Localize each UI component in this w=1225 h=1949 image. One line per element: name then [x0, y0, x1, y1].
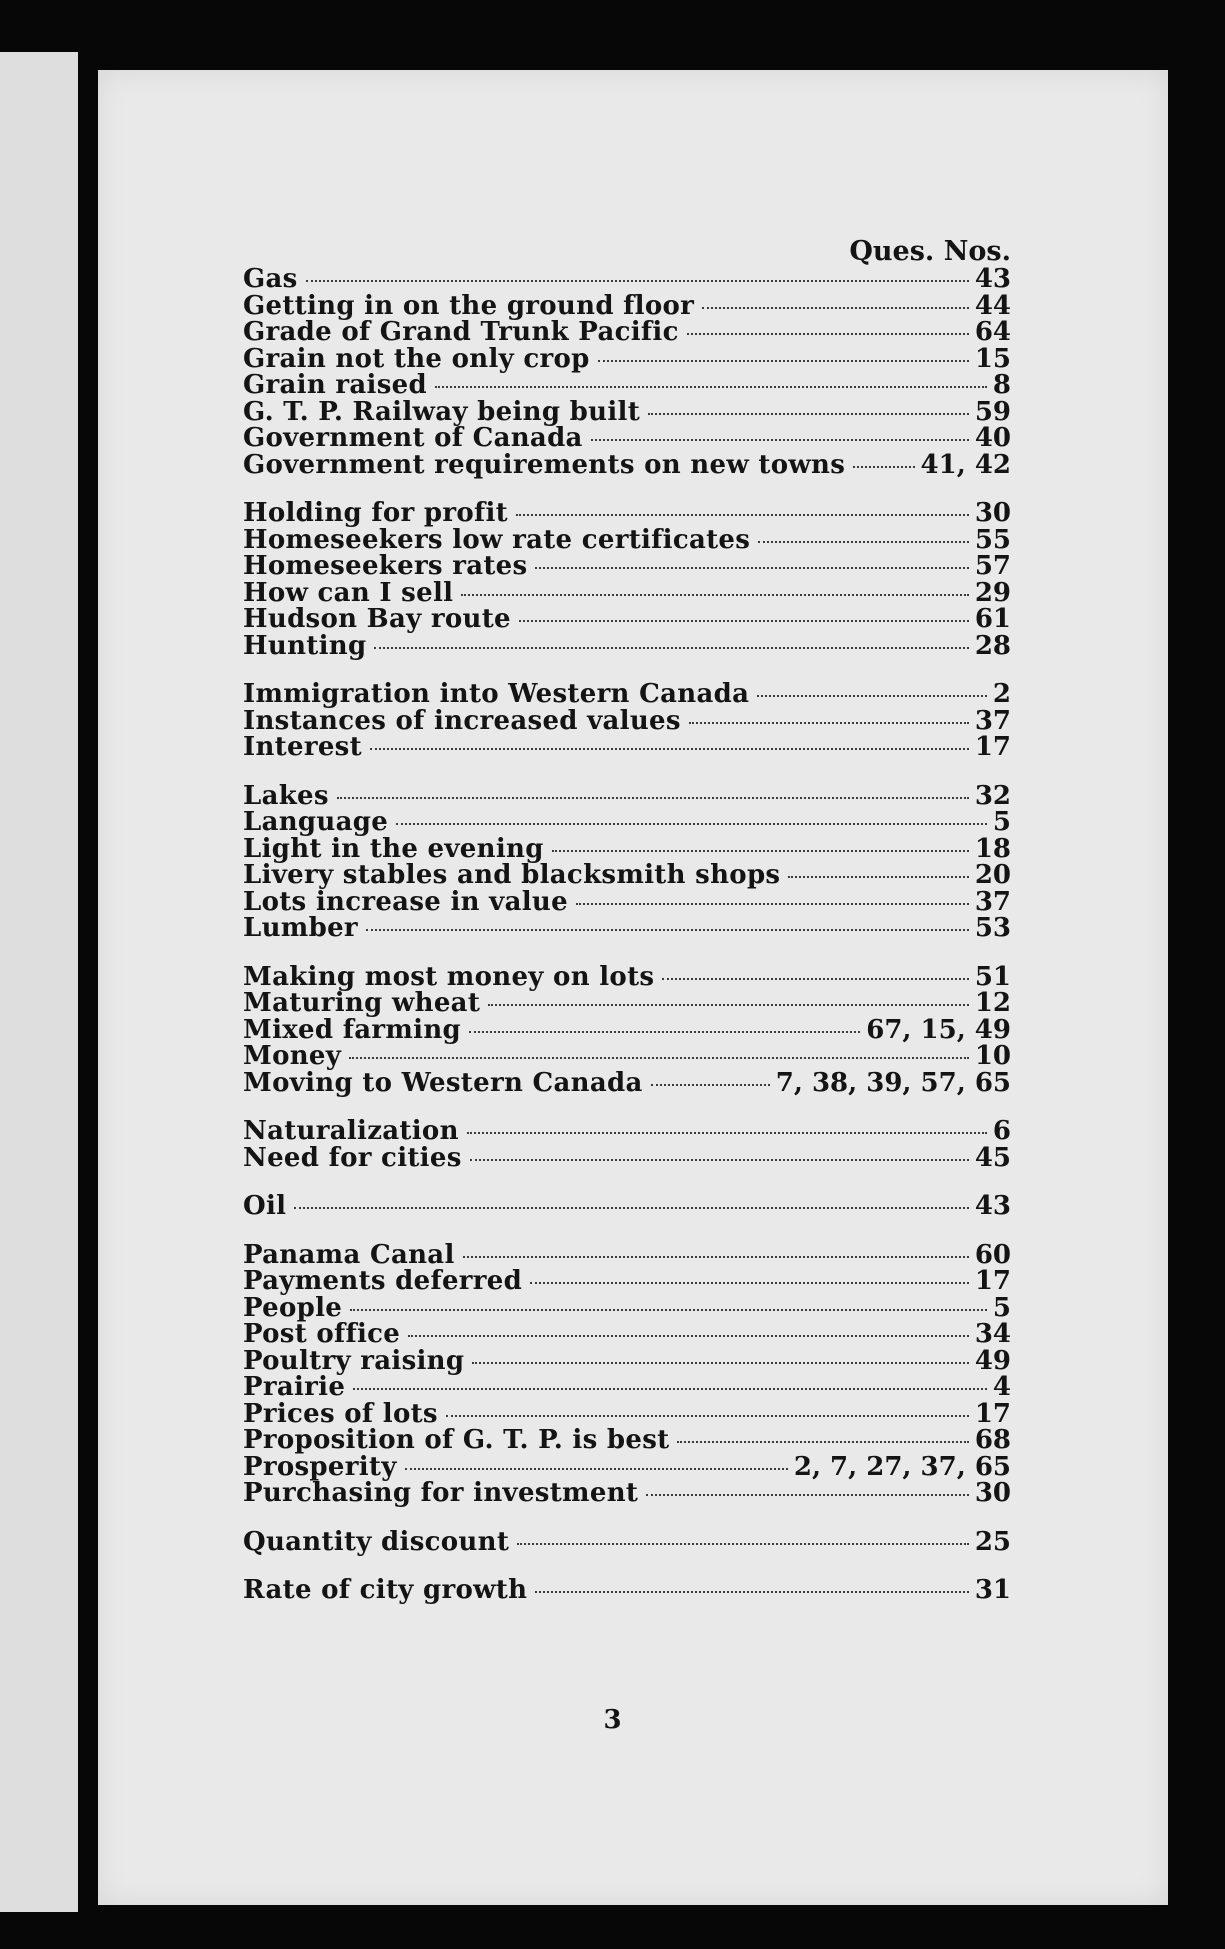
- entry-question-numbers: 2, 7, 27, 37, 65: [793, 1451, 1011, 1482]
- index-group: [243, 1526, 1011, 1557]
- dot-leader: [408, 1335, 969, 1337]
- index-entry: [243, 606, 1011, 633]
- entry-topic: Grain not the only crop: [243, 343, 590, 374]
- entry-question-numbers: 64: [974, 317, 1011, 347]
- entry-topic: Grain raised: [243, 370, 427, 400]
- column-header: Ques. Nos.: [849, 236, 1011, 267]
- index-group: [243, 1193, 1011, 1220]
- entry-topic: Getting in on the ground floor: [243, 290, 695, 321]
- index-group: [243, 780, 1011, 943]
- entry-question-numbers: 57: [974, 551, 1011, 581]
- index-group: [243, 500, 1011, 659]
- entry-question-numbers: 15: [974, 343, 1011, 374]
- entry-question-numbers: 4: [992, 1372, 1011, 1402]
- index-entry: [243, 500, 1011, 527]
- index-group: [243, 266, 1011, 478]
- entry-topic: Moving to Western Canada: [243, 1067, 643, 1098]
- entry-question-numbers: 30: [974, 498, 1011, 528]
- index-entry: [243, 1142, 1011, 1173]
- index-entry: [243, 734, 1011, 761]
- entry-topic: How can I sell: [243, 577, 454, 608]
- dot-leader: [651, 1084, 770, 1086]
- index-entry: [243, 553, 1011, 580]
- dot-leader: [472, 1362, 968, 1364]
- entry-topic: Oil: [243, 1191, 287, 1221]
- index-group: [243, 1118, 1011, 1171]
- dot-leader: [405, 1468, 788, 1470]
- entry-question-numbers: 17: [974, 1266, 1011, 1296]
- dot-leader: [517, 1543, 969, 1545]
- facing-page-edge: [0, 52, 78, 1912]
- index-entry: [243, 372, 1011, 399]
- entry-topic: Lumber: [243, 913, 358, 943]
- entry-question-numbers: 17: [974, 732, 1011, 762]
- entry-topic: Hudson Bay route: [243, 604, 511, 634]
- entry-topic: Mixed farming: [243, 1014, 462, 1045]
- index-entry: [243, 809, 1011, 836]
- entry-topic: Instances of increased values: [243, 705, 681, 736]
- entry-topic: G. T. P. Railway being built: [243, 396, 641, 427]
- index-entry: [243, 343, 1011, 374]
- entry-topic: Rate of city growth: [243, 1575, 528, 1605]
- dot-leader: [463, 1256, 969, 1258]
- entry-topic: Quantity discount: [243, 1526, 510, 1557]
- entry-topic: Need for cities: [243, 1142, 462, 1173]
- entry-question-numbers: 67, 15, 49: [866, 1014, 1011, 1045]
- index-entry: [243, 425, 1011, 452]
- entry-question-numbers: 7, 38, 39, 57, 65: [775, 1067, 1011, 1098]
- index-entry: [243, 524, 1011, 555]
- index-entry: [243, 577, 1011, 608]
- question-index: [243, 238, 1011, 1626]
- dot-leader: [337, 797, 969, 799]
- dot-leader: [467, 1132, 987, 1134]
- entry-topic: Lakes: [243, 780, 329, 811]
- entry-question-numbers: 37: [974, 705, 1011, 736]
- entry-question-numbers: 28: [974, 630, 1011, 661]
- dot-leader: [350, 1309, 987, 1311]
- index-entry: [243, 1480, 1011, 1507]
- dot-leader: [353, 1388, 987, 1390]
- entry-topic: Hunting: [243, 630, 367, 661]
- entry-question-numbers: 34: [974, 1319, 1011, 1349]
- entry-question-numbers: 29: [974, 577, 1011, 608]
- entry-question-numbers: 59: [974, 396, 1011, 427]
- index-entry: [243, 1118, 1011, 1145]
- entry-question-numbers: 5: [992, 1292, 1011, 1323]
- entry-question-numbers: 31: [974, 1575, 1011, 1605]
- entry-topic: Language: [243, 807, 389, 837]
- index-entry: [243, 833, 1011, 864]
- entry-topic: Interest: [243, 732, 362, 762]
- entry-topic: Prices of lots: [243, 1398, 438, 1429]
- entry-topic: Naturalization: [243, 1116, 459, 1146]
- entry-topic: Making most money on lots: [243, 961, 655, 992]
- entry-topic: Panama Canal: [243, 1239, 455, 1270]
- dot-leader: [591, 439, 969, 441]
- index-entry: [243, 449, 1011, 480]
- index-entry: [243, 1526, 1011, 1557]
- entry-topic: Proposition of G. T. P. is best: [243, 1425, 670, 1455]
- dot-leader: [470, 1159, 969, 1161]
- entry-question-numbers: 55: [974, 524, 1011, 555]
- index-entry: [243, 396, 1011, 427]
- entry-question-numbers: 44: [974, 290, 1011, 321]
- entry-question-numbers: 25: [974, 1526, 1011, 1557]
- dot-leader: [535, 567, 968, 569]
- entry-question-numbers: 18: [974, 833, 1011, 864]
- entry-topic: Government requirements on new towns: [243, 449, 846, 480]
- dot-leader: [469, 1031, 860, 1033]
- entry-topic: Payments deferred: [243, 1266, 523, 1296]
- index-entry: [243, 1268, 1011, 1295]
- entry-question-numbers: 68: [974, 1425, 1011, 1455]
- dot-leader: [677, 1441, 968, 1443]
- entry-topic: Homeseekers rates: [243, 551, 528, 581]
- entry-question-numbers: 17: [974, 1398, 1011, 1429]
- entry-question-numbers: 43: [974, 1191, 1011, 1221]
- entry-question-numbers: 61: [974, 604, 1011, 634]
- entry-topic: Prairie: [243, 1372, 346, 1402]
- entry-question-numbers: 60: [974, 1239, 1011, 1270]
- entry-topic: Lots increase in value: [243, 886, 568, 917]
- index-entry: [243, 780, 1011, 811]
- index-entry: [243, 1577, 1011, 1604]
- index-entry: [243, 266, 1011, 293]
- index-entry: [243, 290, 1011, 321]
- entry-topic: Money: [243, 1041, 342, 1071]
- dot-leader: [646, 1494, 969, 1496]
- entry-question-numbers: 49: [974, 1345, 1011, 1376]
- index-entry: [243, 961, 1011, 992]
- entry-topic: Government of Canada: [243, 423, 583, 453]
- index-entry: [243, 1067, 1011, 1098]
- dot-leader: [374, 647, 968, 649]
- entry-topic: Prosperity: [243, 1451, 397, 1482]
- index-entry: [243, 1193, 1011, 1220]
- dot-leader: [757, 695, 987, 697]
- entry-topic: Maturing wheat: [243, 988, 481, 1018]
- entry-question-numbers: 53: [974, 913, 1011, 943]
- dot-leader: [758, 541, 969, 543]
- dot-leader: [516, 514, 969, 516]
- entry-question-numbers: 41, 42: [920, 449, 1011, 480]
- index-entry: [243, 1292, 1011, 1323]
- entry-topic: Light in the evening: [243, 833, 544, 864]
- entry-question-numbers: 40: [974, 423, 1011, 453]
- dot-leader: [535, 1591, 968, 1593]
- index-entry: [243, 1398, 1011, 1429]
- dot-leader: [349, 1057, 969, 1059]
- dot-leader: [488, 1004, 969, 1006]
- entry-question-numbers: 32: [974, 780, 1011, 811]
- index-entry: [243, 1345, 1011, 1376]
- dot-leader: [370, 748, 969, 750]
- entry-question-numbers: 37: [974, 886, 1011, 917]
- index-group: [243, 961, 1011, 1098]
- dot-leader: [648, 413, 969, 415]
- dot-leader: [435, 386, 987, 388]
- entry-question-numbers: 45: [974, 1142, 1011, 1173]
- dot-leader: [396, 823, 987, 825]
- entry-question-numbers: 6: [992, 1116, 1011, 1146]
- index-entry: [243, 1239, 1011, 1270]
- index-entry: [243, 1043, 1011, 1070]
- dot-leader: [306, 280, 969, 282]
- index-entry: [243, 1014, 1011, 1045]
- index-entry: [243, 681, 1011, 708]
- index-group: [243, 1239, 1011, 1508]
- entry-topic: Homeseekers low rate certificates: [243, 524, 751, 555]
- dot-leader: [576, 903, 969, 905]
- entry-topic: Poultry raising: [243, 1345, 465, 1376]
- entry-question-numbers: 8: [992, 370, 1011, 400]
- index-entry: [243, 319, 1011, 346]
- index-groups: [243, 266, 1011, 1604]
- entry-question-numbers: 51: [974, 961, 1011, 992]
- index-entry: [243, 630, 1011, 661]
- dot-leader: [530, 1282, 969, 1284]
- dot-leader: [662, 978, 968, 980]
- entry-topic: People: [243, 1292, 343, 1323]
- dot-leader: [461, 594, 968, 596]
- entry-topic: Post office: [243, 1319, 401, 1349]
- index-entry: [243, 1374, 1011, 1401]
- index-entry: [243, 990, 1011, 1017]
- index-entry: [243, 886, 1011, 917]
- index-entry: [243, 915, 1011, 942]
- dot-leader: [689, 722, 969, 724]
- index-entry: [243, 1427, 1011, 1454]
- index-group: [243, 681, 1011, 761]
- dot-leader: [598, 360, 969, 362]
- entry-question-numbers: 5: [992, 807, 1011, 837]
- dot-leader: [552, 850, 969, 852]
- dot-leader: [702, 307, 969, 309]
- entry-question-numbers: 12: [974, 988, 1011, 1018]
- dot-leader: [294, 1207, 969, 1209]
- entry-question-numbers: 2: [992, 679, 1011, 709]
- page-number: 3: [603, 1705, 622, 1735]
- index-group: [243, 1577, 1011, 1604]
- index-entry: [243, 862, 1011, 889]
- entry-question-numbers: 43: [974, 264, 1011, 294]
- index-entry: [243, 705, 1011, 736]
- dot-leader: [853, 466, 914, 468]
- dot-leader: [366, 929, 969, 931]
- dot-leader: [788, 876, 968, 878]
- entry-topic: Immigration into Western Canada: [243, 679, 750, 709]
- dot-leader: [446, 1415, 969, 1417]
- entry-topic: Grade of Grand Trunk Pacific: [243, 317, 679, 347]
- entry-question-numbers: 20: [974, 860, 1011, 890]
- entry-topic: Holding for profit: [243, 498, 508, 528]
- index-entry: [243, 1451, 1011, 1482]
- entry-question-numbers: 10: [974, 1041, 1011, 1071]
- dot-leader: [687, 333, 969, 335]
- entry-topic: Purchasing for investment: [243, 1478, 639, 1508]
- entry-question-numbers: 30: [974, 1478, 1011, 1508]
- dot-leader: [519, 620, 969, 622]
- entry-topic: Livery stables and blacksmith shops: [243, 860, 781, 890]
- entry-topic: Gas: [243, 264, 298, 294]
- index-entry: [243, 1321, 1011, 1348]
